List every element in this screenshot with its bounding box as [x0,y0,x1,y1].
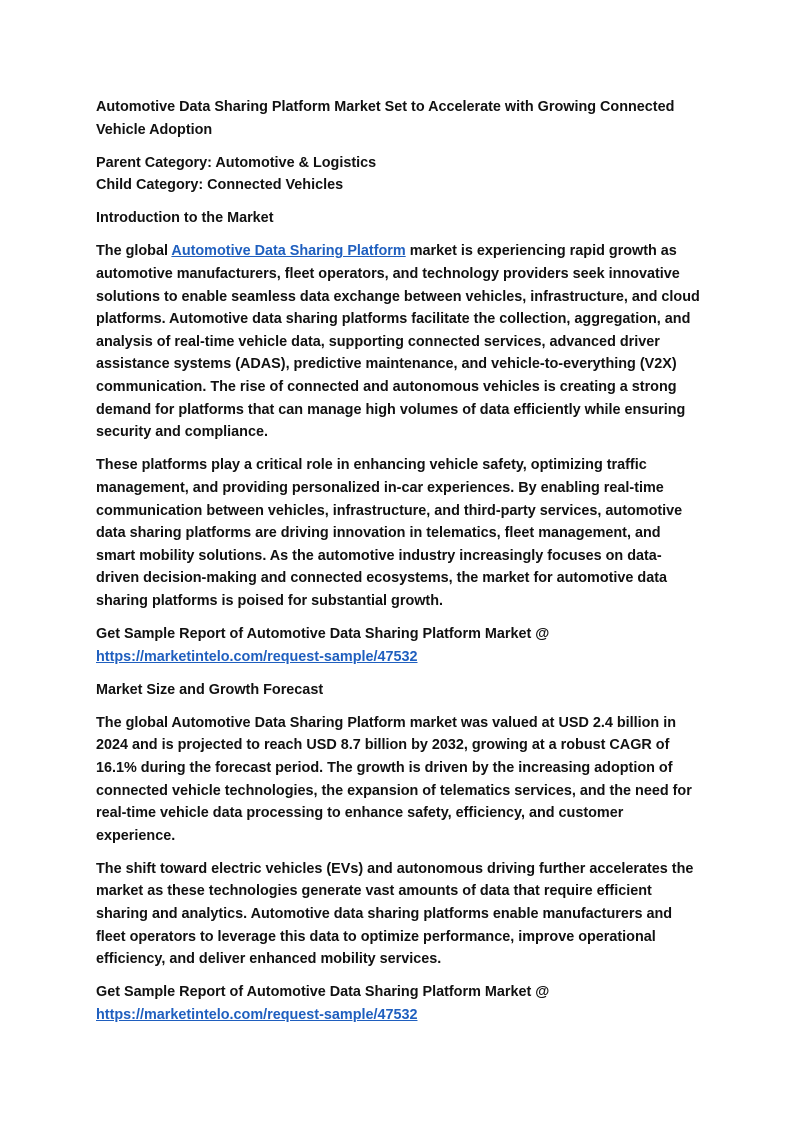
cta-2-text: Get Sample Report of Automotive Data Sharing Platform Market @ [96,984,550,1001]
sample-report-cta-1 [96,623,700,668]
intro-heading: Introduction to the Market [96,210,274,227]
parent-category: Parent Category: Automotive & Logistics [96,154,377,171]
sample-report-cta-2 [96,981,700,1026]
cta-1-text: Get Sample Report of Automotive Data Sharing Platform Market @ [96,625,550,642]
size-paragraph-2: The shift toward electric vehicles (EVs) and autonomous driving further accelerates the market as these technologies generate vast amounts of data that require efficient sharing and analytics. Automotive data sharing platforms enable manufacturers and fleet operators to leverage this data to optimize performance, improve operational efficiency, and deliver enhanced mobility services. [96,860,694,968]
size-paragraph-1: The global Automotive Data Sharing Platform market was valued at USD 2.4 billion in 2024 and is projected to reach USD 8.7 billion by 2032, growing at a robust CAGR of 16.1% during the forecast period. The growth is driven by the increasing adoption of connected vehicle technologies, the expansion of telematics services, and the need for real-time vehicle data processing to enhance safety, efficiency, and customer experience. [96,714,692,844]
intro-paragraph-2: These platforms play a critical role in enhancing vehicle safety, optimizing traffic management, and providing personalized in-car experiences. By enabling real-time communication between vehicles, infrastructure, and third-party services, automotive data sharing platforms are driving innovation in telematics, fleet management, and smart mobility solutions. As the automotive industry increasingly focuses on data-driven decision-making and connected ecosystems, the market for automotive data sharing platforms is poised for substantial growth. [96,457,683,609]
category-block [96,152,700,197]
document-body [96,96,700,1037]
intro-p1-before: The global [96,243,172,260]
intro-paragraph-1 [96,240,700,443]
market-link[interactable]: Automotive Data Sharing Platform [171,243,406,260]
sample-report-link-2[interactable]: https://marketintelo.com/request-sample/47532 [96,1006,418,1023]
sample-report-link-1[interactable]: https://marketintelo.com/request-sample/47532 [96,648,418,665]
child-category: Child Category: Connected Vehicles [96,177,344,194]
document-title: Automotive Data Sharing Platform Market Set to Accelerate with Growing Connected Vehicle Adoption [96,99,675,138]
intro-p1-after: market is experiencing rapid growth as automotive manufacturers, fleet operators, and technology providers seek innovative solutions to enable seamless data exchange between vehicles, infrastructure, and cloud platforms. Automotive data sharing platforms facilitate the collection, aggregation, and analysis of real-time vehicle data, supporting connected services, advanced driver assistance systems (ADAS), predictive maintenance, and vehicle-to-everything (V2X) communication. The rise of connected and autonomous vehicles is creating a strong demand for platforms that can manage high volumes of data efficiently while ensuring security and compliance. [96,243,700,441]
size-heading: Market Size and Growth Forecast [96,681,324,698]
